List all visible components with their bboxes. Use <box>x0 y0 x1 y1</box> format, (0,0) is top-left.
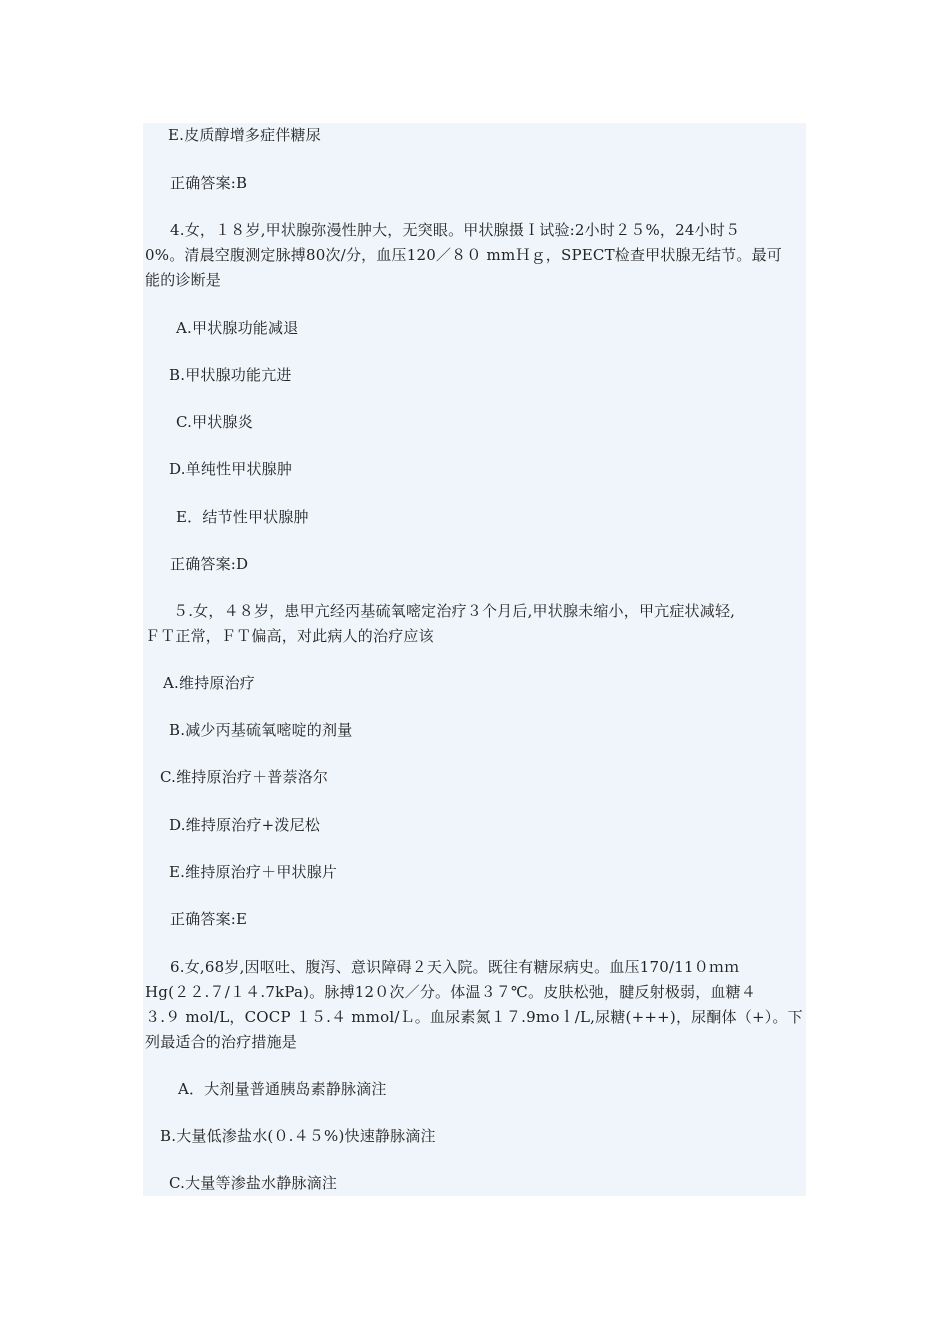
q4-stem-line-1: 4.女，１８岁,甲状腺弥漫性肿大，无突眼。甲状腺摄Ｉ试验:2小时２５%，24小时５ <box>170 221 741 239</box>
q6-stem-line-2: Hg(２２.７/１４.7kPa)。脉搏12０次／分。体温３７℃。皮肤松弛，腱反射极弱，血糖４ <box>145 983 757 1001</box>
q5-stem <box>145 599 805 649</box>
q6-option-b: B.大量低渗盐水(０.４５%)快速静脉滴注 <box>160 1127 436 1145</box>
q4-stem-line-3: 能的诊断是 <box>145 271 222 289</box>
q4-stem <box>145 218 805 293</box>
q3-option-e: E.皮质醇增多症伴糖尿 <box>168 126 321 144</box>
q6-stem-line-1: 6.女,68岁,因呕吐、腹泻、意识障碍２天入院。既往有糖尿病史。血压170/11０ｍｍ <box>170 958 740 976</box>
q4-option-c: C.甲状腺炎 <box>176 413 253 431</box>
q5-option-c: C.维持原治疗＋普萘洛尔 <box>160 768 329 786</box>
q4-option-a: A.甲状腺功能减退 <box>176 319 299 337</box>
q5-option-a: A.维持原治疗 <box>163 674 256 692</box>
q5-answer: 正确答案:E <box>170 910 248 928</box>
q5-option-b: B.减少丙基硫氧嘧啶的剂量 <box>169 721 353 739</box>
q6-stem-line-4: 列最适合的治疗措施是 <box>145 1033 298 1051</box>
q6-stem <box>145 955 805 1055</box>
q4-answer: 正确答案:D <box>170 555 249 573</box>
q6-option-c: C.大量等渗盐水静脉滴注 <box>169 1174 338 1192</box>
q6-stem-line-3: ３.９ mol/L，COCP １５.４ mmol/Ｌ。血尿素氮１７.9moｌ/L,尿糖(+++)，尿酮体（+）。下 <box>145 1008 803 1026</box>
q3-answer: 正确答案:B <box>170 174 248 192</box>
q5-stem-line-1: ５.女，４８岁，患甲亢经丙基硫氧嘧定治疗３个月后,甲状腺未缩小，甲亢症状减轻, <box>173 602 736 620</box>
q4-option-e: E．结节性甲状腺肿 <box>176 508 309 526</box>
q5-stem-line-2: ＦＴ正常，ＦＴ偏高，对此病人的治疗应该 <box>145 627 434 645</box>
q5-option-e: E.维持原治疗＋甲状腺片 <box>169 863 338 881</box>
q5-option-d: D.维持原治疗+泼尼松 <box>169 816 321 834</box>
q6-option-a: A．大剂量普通胰岛素静脉滴注 <box>178 1080 387 1098</box>
q4-option-d: D.单纯性甲状腺肿 <box>169 460 293 478</box>
q4-option-b: B.甲状腺功能亢进 <box>169 366 292 384</box>
q4-stem-line-2: 0%。清晨空腹测定脉搏80次/分，血压120／８０ mmＨｇ，SPECT检查甲状腺无结节。最可 <box>145 246 782 264</box>
